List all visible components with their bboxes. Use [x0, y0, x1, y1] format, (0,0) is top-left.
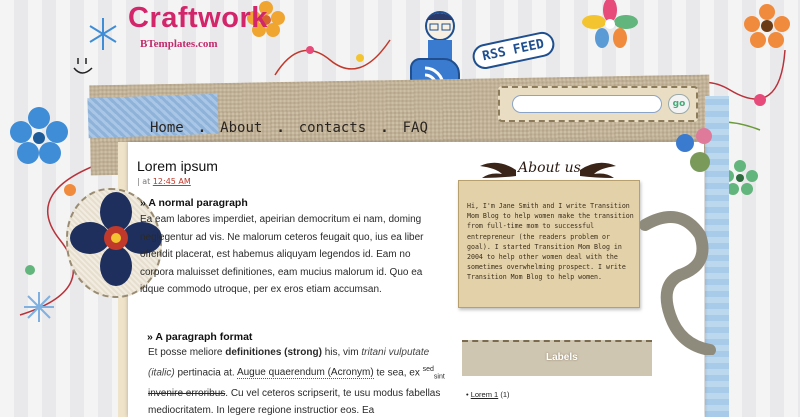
smiley-doodle-icon — [72, 56, 96, 78]
snowflake-icon — [88, 16, 118, 52]
post-meta — [137, 177, 191, 186]
button-decoration-icon — [676, 134, 694, 152]
sewing-buttons — [676, 128, 726, 178]
nav-item-about[interactable]: About — [220, 120, 263, 136]
section-heading: » A normal paragraph — [140, 197, 248, 209]
section-heading: » A paragraph format — [147, 331, 253, 343]
strong-text: definitiones (strong) — [225, 347, 322, 358]
about-text: Hi, I'm Jane Smith and I write Transition Mom Blog to help women make the transition from full-time mom to successful entrepreneur (the readers problem or goal). I started Transition Mom Blog in 2004 to help other women deal with the sometimes overwhelming prospect. I write Transition Mom Blog to help women. — [467, 202, 634, 282]
post-meta-prefix: | at — [137, 177, 151, 186]
about-card — [458, 180, 640, 308]
main-nav — [150, 120, 428, 136]
label-link[interactable]: Lorem 1 — [470, 390, 499, 399]
swirl-vine-icon — [270, 30, 400, 80]
boy-doodle-icon — [416, 6, 464, 62]
search-input[interactable] — [512, 95, 662, 113]
label-list-item: • Lorem 1 (1) — [466, 390, 510, 399]
nav-item-contacts[interactable]: contacts — [298, 120, 367, 136]
nav-separator: . — [276, 120, 285, 136]
rss-feed-link[interactable]: RSS FEED — [470, 30, 556, 72]
text-run: Et posse meliore — [148, 347, 226, 358]
text-run: te sea, ex — [373, 367, 423, 379]
labels-banner — [462, 340, 652, 376]
about-heading-text: About us — [518, 160, 581, 176]
acronym-text: Augue quaerendum (Acronym) — [236, 367, 374, 379]
search-button[interactable]: go — [668, 94, 690, 114]
superscript-text: sed — [422, 366, 434, 373]
subscript-text: sint — [433, 373, 445, 381]
post-title[interactable]: Lorem ipsum — [137, 158, 218, 174]
nav-item-home[interactable]: Home — [150, 120, 184, 136]
snowflake-icon — [22, 290, 56, 324]
flower-colorful-icon — [580, 0, 640, 50]
nav-item-faq[interactable]: FAQ — [402, 120, 428, 136]
button-decoration-icon — [690, 152, 710, 172]
text-run: pertinacia at. — [174, 367, 237, 379]
labels-heading: Labels — [546, 352, 578, 363]
text-run: . Cu vel ceteros scripserit, te usu modus fabellas mediocritatem. In legere regione instructior eos. Ea — [148, 388, 441, 417]
nav-separator: . — [380, 120, 389, 136]
search-box — [498, 86, 698, 122]
italic-text: tritani vulputate (italic) — [148, 347, 430, 379]
site-tagline[interactable]: BTemplates.com — [140, 38, 218, 50]
nav-separator: . — [197, 120, 207, 136]
post-time-link[interactable]: 12:45 AM — [152, 177, 191, 186]
label-count: (1) — [500, 390, 510, 399]
site-title[interactable]: Craftwork — [128, 2, 268, 34]
strikethrough-text: invenire erroribus — [148, 388, 226, 400]
post-paragraph: Ea eam labores imperdiet, apeirian democritum ei nam, doming neglegentur ad vis. Ne malorum ceteros feugait quo, ius ea liber offendit placerat, est habemus aliquyam legendos id. Eam no corpora maluisset definitiones, eam mucius malorum id. Quo ea idque commodo utroque, per ex eros etiam accumsan. — [140, 214, 424, 295]
ribbon-decoration-icon — [640, 205, 720, 355]
formatted-paragraph — [148, 344, 448, 417]
text-run: his, vim — [321, 347, 362, 358]
button-decoration-icon — [696, 128, 712, 144]
